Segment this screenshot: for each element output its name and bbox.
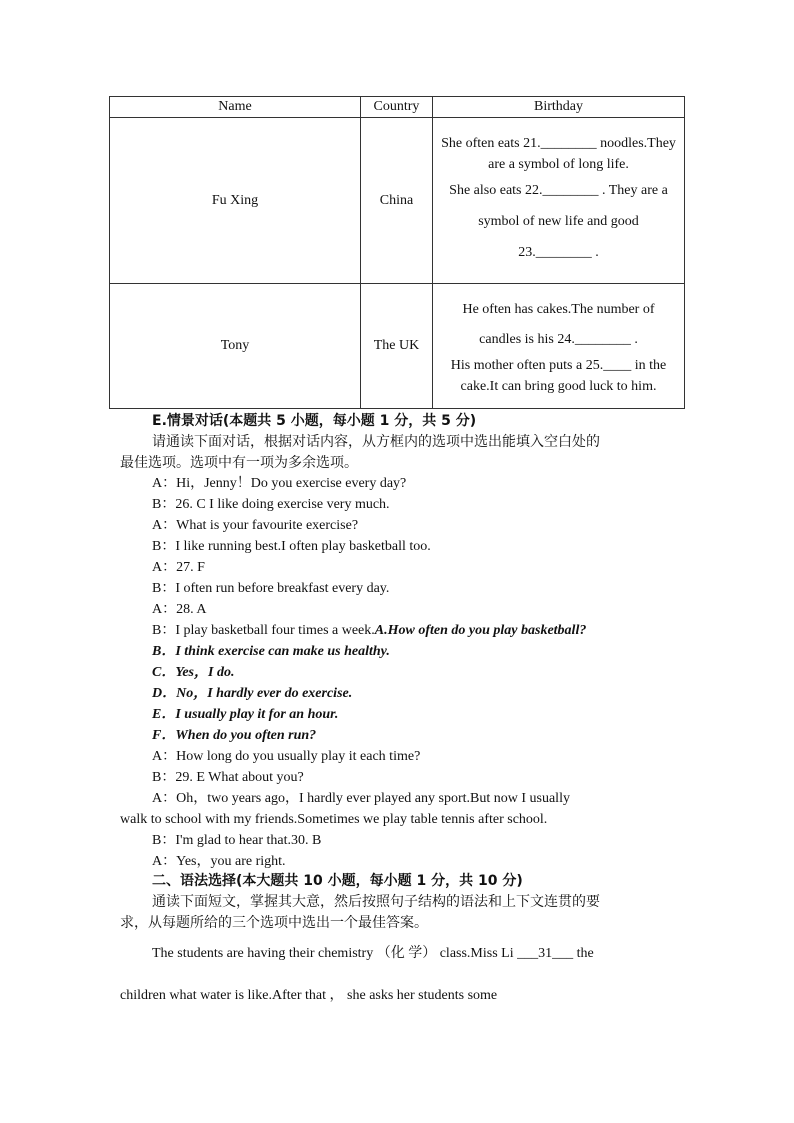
- table-row: [110, 284, 685, 409]
- birthday-text: She often eats 21.________ noodles.They are a symbol of long life.: [441, 136, 676, 172]
- section-e-heading: E.情景对话(本题共 5 小题，每小题 1 分，共 5 分): [152, 413, 477, 429]
- birthday-text: His mother often puts a 25.____ in the cake.It can bring good luck to him.: [450, 358, 667, 394]
- birthday-table: [109, 96, 685, 409]
- dialogue-line: A：Yes，you are right.: [152, 854, 286, 869]
- option-c: C．Yes，I do.: [152, 665, 235, 680]
- header-name: Name: [110, 97, 361, 118]
- option-f: F．When do you often run?: [152, 728, 317, 743]
- table-row: [110, 118, 685, 284]
- option-b: B．I think exercise can make us healthy.: [152, 644, 390, 659]
- dialogue-line: B：29. E What about you?: [152, 770, 304, 785]
- instruction-text: 通读下面短文，掌握其大意，然后按照句子结构的语法和上下文连贯的要: [152, 894, 600, 910]
- birthday-text: She also eats 22.________ . They are a symbol of new life and good 23.________ .: [449, 183, 668, 260]
- section-2-heading: 二、语法选择(本大题共 10 小题，每小题 1 分，共 10 分): [152, 873, 523, 889]
- header-country: Country: [361, 97, 433, 118]
- passage-line: The students are having their chemistry （化 学） class.Miss Li ___31___ the: [152, 946, 594, 961]
- dialogue-line: B：26. C I like doing exercise very much.: [152, 497, 390, 512]
- instruction-text: 求，从每题所给的三个选项中选出一个最佳答案。: [120, 915, 428, 931]
- dialogue-line: [152, 621, 675, 641]
- cell-country: China: [361, 118, 433, 284]
- passage-line: children what water is like.After that ， she asks her students some: [120, 988, 498, 1003]
- table-header-row: [110, 97, 685, 118]
- dialogue-line: B：I often run before breakfast every day.: [152, 581, 390, 596]
- dialogue-text: B：I play basketball four times a week.: [152, 623, 375, 638]
- cell-name: Fu Xing: [110, 118, 361, 284]
- cell-birthday: [433, 118, 685, 284]
- instruction-text: 请通读下面对话，根据对话内容，从方框内的选项中选出能填入空白处的: [152, 434, 600, 450]
- cell-birthday: [433, 284, 685, 409]
- dialogue-line: A：What is your favourite exercise?: [152, 518, 359, 533]
- header-birthday: Birthday: [433, 97, 685, 118]
- option-e: E．I usually play it for an hour.: [152, 707, 339, 722]
- dialogue-line: A：Hi，Jenny！Do you exercise every day?: [152, 476, 407, 491]
- dialogue-line: A：28. A: [152, 602, 207, 617]
- birthday-text: He often has cakes.The number of candles is his 24.________ .: [462, 302, 655, 347]
- cell-country: The UK: [361, 284, 433, 409]
- dialogue-line: B：I like running best.I often play basketball too.: [152, 539, 431, 554]
- dialogue-line: A：27. F: [152, 560, 205, 575]
- instruction-text: 最佳选项。选项中有一项为多余选项。: [120, 455, 358, 471]
- option-d: D．No，I hardly ever do exercise.: [152, 686, 353, 701]
- dialogue-line: A：How long do you usually play it each time?: [152, 749, 421, 764]
- dialogue-line: A：Oh，two years ago，I hardly ever played any sport.But now I usually: [152, 791, 570, 806]
- cell-name: Tony: [110, 284, 361, 409]
- option-a: A.How often do you play basketball?: [374, 623, 587, 638]
- dialogue-line: walk to school with my friends.Sometimes we play table tennis after school.: [120, 812, 548, 827]
- dialogue-line: B：I'm glad to hear that.30. B: [152, 833, 322, 848]
